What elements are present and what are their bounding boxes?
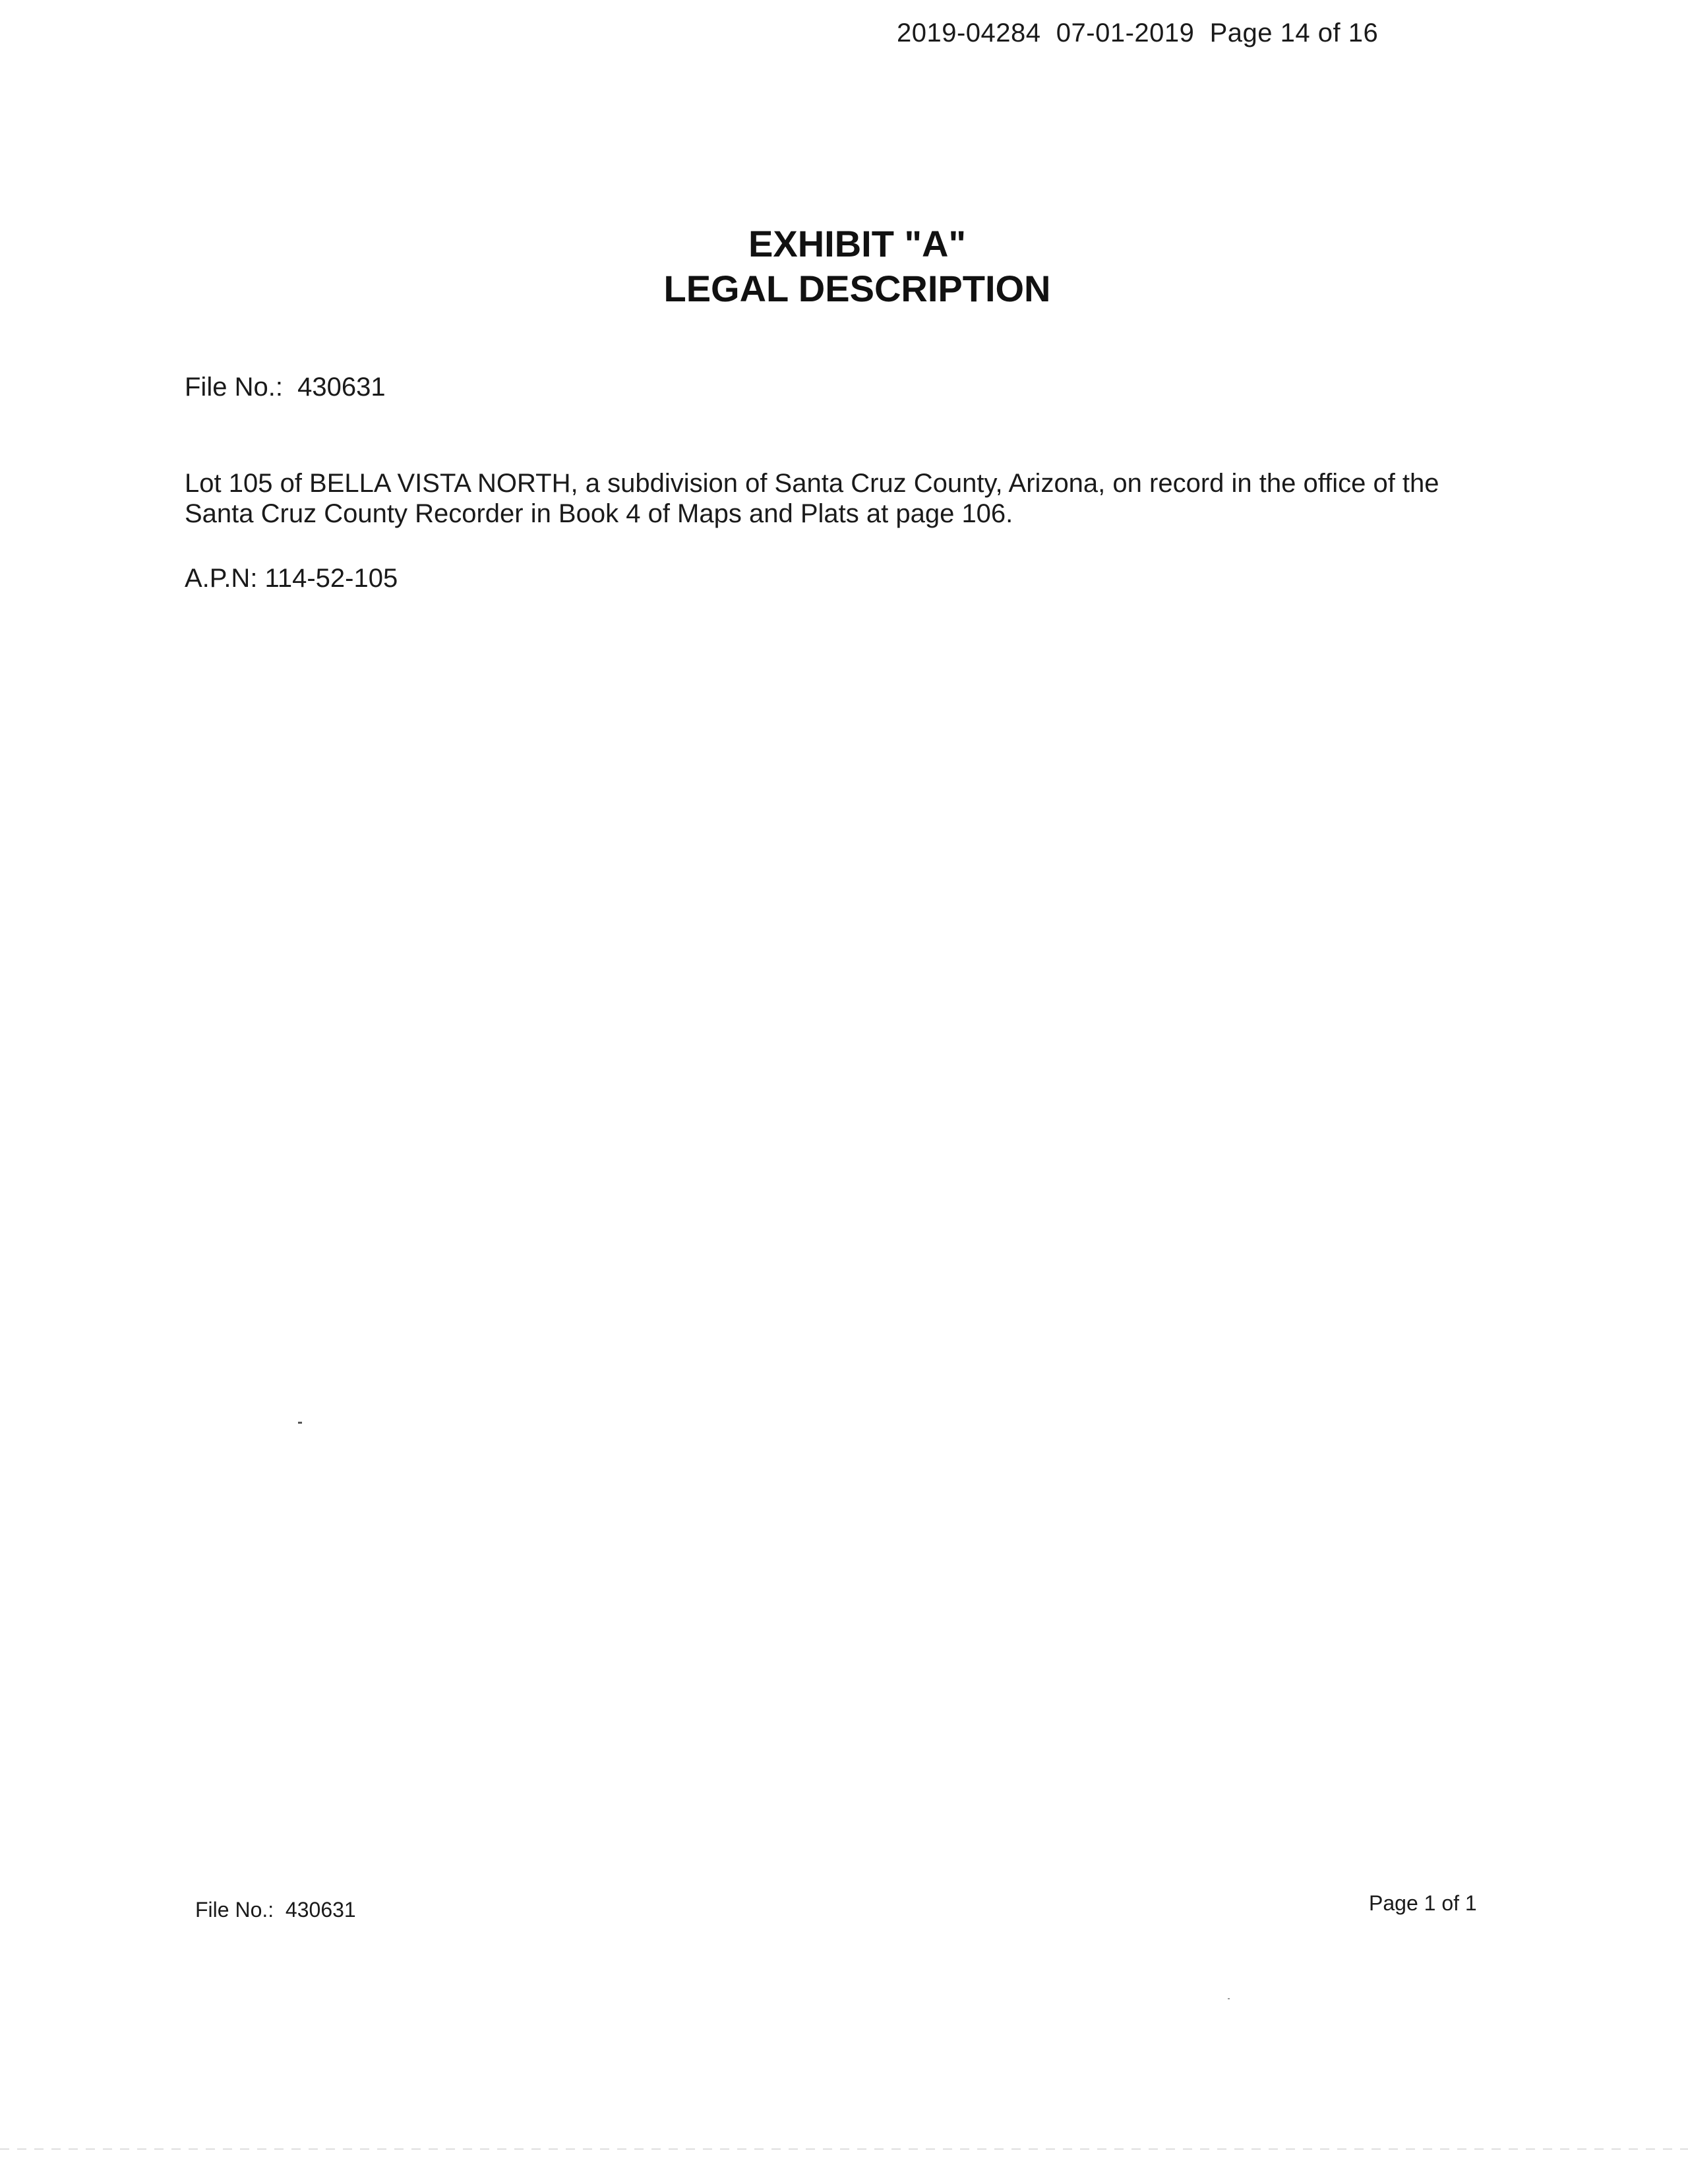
footer-page-number: Page 1 of 1 (1369, 1891, 1477, 1915)
scan-speck (1228, 1998, 1230, 1999)
exhibit-title-line: EXHIBIT "A" (748, 223, 966, 264)
footer-file-number: File No.: 430631 (195, 1898, 356, 1922)
scan-speck (298, 1422, 302, 1424)
recording-stamp: 2019-04284 07-01-2019 Page 14 of 16 (897, 18, 1379, 47)
legal-description-text: Lot 105 of BELLA VISTA NORTH, a subdivision of Santa Cruz County, Arizona, on record in the office of the Santa Cruz County Recorder in Book 4 of Maps and Plats at page 106. (185, 469, 1439, 528)
file-number: File No.: 430631 (185, 373, 386, 402)
assessor-parcel-number: A.P.N: 114-52-105 (185, 564, 398, 593)
scan-edge-artifact (0, 2148, 1688, 2150)
exhibit-title (0, 222, 1688, 311)
legal-description-heading: LEGAL DESCRIPTION (663, 268, 1051, 309)
